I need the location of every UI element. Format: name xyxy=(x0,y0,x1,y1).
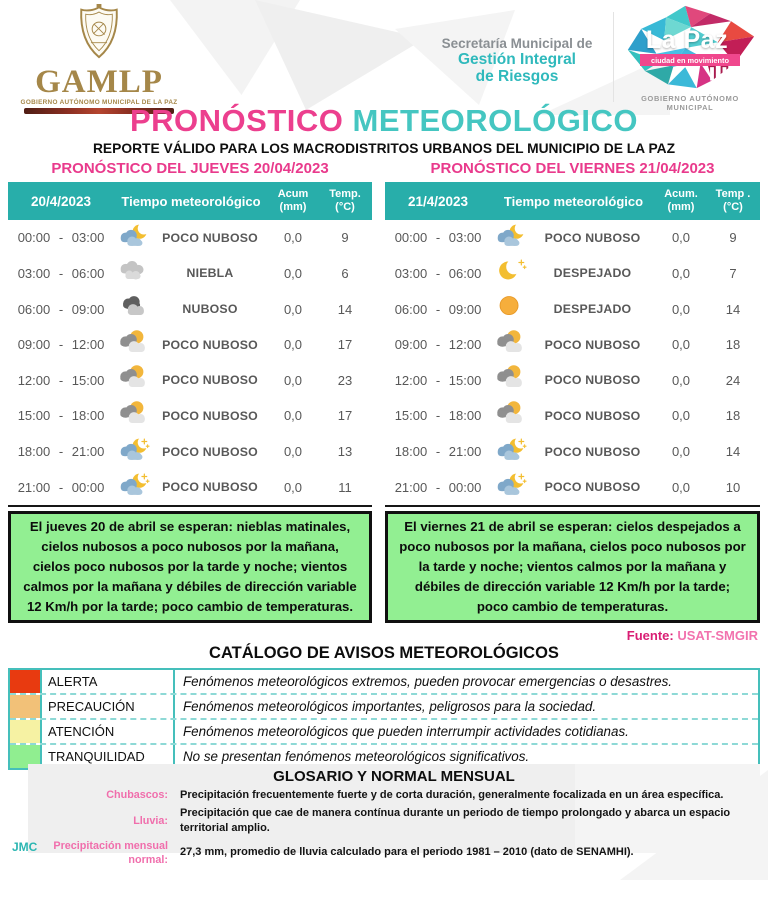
report-subtitle: REPORTE VÁLIDO PARA LOS MACRODISTRITOS URBANOS DEL MUNICIPIO DE LA PAZ xyxy=(92,141,676,156)
forecast-row xyxy=(8,434,372,470)
forecast-row xyxy=(385,363,760,399)
condition-label: POCO NUBOSO xyxy=(544,480,641,495)
sun-icon xyxy=(493,293,527,325)
column-weather: Tiempo meteorológico xyxy=(503,193,644,209)
forecast-row xyxy=(385,469,760,505)
glossary-title: GLOSARIO Y NORMAL MENSUAL xyxy=(273,768,515,785)
time-range: 18:00 - 21:00 xyxy=(17,444,105,460)
title-part-1: PRONÓSTICO xyxy=(129,103,344,138)
forecast-row xyxy=(8,220,372,256)
acum-value: 0,0 xyxy=(671,372,691,388)
glossary-definition: Precipitación que cae de manera contínua durante un periodo de tiempo prolongado y abarca un espacio territorial amplio. xyxy=(180,806,731,834)
forecast-table-header xyxy=(8,182,372,220)
secretaria-logo xyxy=(428,36,606,86)
forecast-row xyxy=(8,291,372,327)
lapaz-name: La Paz xyxy=(645,26,729,54)
catalog-title: CATÁLOGO DE AVISOS METEOROLÓGICOS xyxy=(209,644,559,662)
level-label: PRECAUCIÓN xyxy=(40,695,173,718)
acum-value: 0,0 xyxy=(671,337,691,353)
lapaz-logo xyxy=(618,4,762,112)
gamlp-acronym: GAMLP xyxy=(35,64,163,100)
condition-label: POCO NUBOSO xyxy=(162,444,258,459)
background-watermark xyxy=(255,0,425,110)
condition-label: NUBOSO xyxy=(182,302,238,317)
catalog-table xyxy=(8,668,760,770)
temp-value: 13 xyxy=(337,444,353,460)
cloud-moon-icon xyxy=(493,222,527,254)
source-value: USAT-SMGIR xyxy=(677,628,758,643)
clouds-icon xyxy=(116,293,150,325)
catalog-row xyxy=(10,718,758,743)
acum-value: 0,0 xyxy=(671,301,691,317)
acum-value: 0,0 xyxy=(671,408,691,424)
level-swatch xyxy=(10,670,40,693)
acum-value: 0,0 xyxy=(283,230,303,246)
secretaria-line1: Secretaría Municipal de xyxy=(441,36,593,51)
page-title xyxy=(0,103,768,139)
time-range: 03:00 - 06:00 xyxy=(394,265,482,281)
forecast-row xyxy=(385,327,760,363)
sun-cloud-icon xyxy=(493,329,527,361)
acum-value: 0,0 xyxy=(671,230,691,246)
condition-label: POCO NUBOSO xyxy=(162,408,258,423)
secretaria-line2: Gestión Integral xyxy=(458,51,576,69)
acum-value: 0,0 xyxy=(283,444,303,460)
title-part-2: METEOROLÓGICO xyxy=(352,103,639,138)
cloud-moon-stars-icon xyxy=(493,436,527,468)
acum-value: 0,0 xyxy=(283,265,303,281)
temp-value: 11 xyxy=(338,479,352,495)
level-description: Fenómenos meteorológicos extremos, pueden provocar emergencias o desastres. xyxy=(173,670,758,693)
time-range: 15:00 - 18:00 xyxy=(394,408,482,424)
acum-value: 0,0 xyxy=(671,444,691,460)
forecast-table-thursday xyxy=(8,182,372,507)
column-date: 21/4/2023 xyxy=(407,193,469,209)
lapaz-caption: GOBIERNO AUTÓNOMO MUNICIPAL xyxy=(641,94,739,112)
condition-label: POCO NUBOSO xyxy=(162,230,258,245)
temp-value: 14 xyxy=(337,301,353,317)
glossary-panel xyxy=(28,764,760,866)
cloud-moon-stars-icon xyxy=(116,471,150,503)
condition-label: POCO NUBOSO xyxy=(162,480,258,495)
gamlp-logo xyxy=(14,4,184,114)
source-label: Fuente: xyxy=(626,628,674,643)
summary-box-friday: El viernes 21 de abril se esperan: cielos despejados a poco nubosos por la mañana, cielos poco nubosos por la tarde y noche; vientos calmos por la mañana y débiles de dirección variable 12 Km/h por la tarde; poco cambio de temperaturas. xyxy=(385,511,760,623)
time-range: 06:00 - 09:00 xyxy=(394,301,482,317)
catalog-row xyxy=(10,693,758,718)
condition-label: NIEBLA xyxy=(186,266,234,281)
temp-value: 10 xyxy=(725,479,741,495)
secretaria-line3: de Riesgos xyxy=(475,68,559,86)
temp-value: 9 xyxy=(341,230,349,246)
acum-value: 0,0 xyxy=(283,372,303,388)
temp-value: 9 xyxy=(729,230,737,246)
temp-value: 24 xyxy=(725,372,741,388)
forecast-row xyxy=(385,434,760,470)
forecast-row xyxy=(385,220,760,256)
temp-value: 23 xyxy=(337,372,353,388)
condition-label: POCO NUBOSO xyxy=(544,408,641,423)
level-label: TRANQUILIDAD xyxy=(40,745,173,768)
temp-value: 14 xyxy=(725,444,741,460)
time-range: 12:00 - 15:00 xyxy=(17,372,105,388)
glossary-term: Lluvia: xyxy=(133,814,168,827)
column-weather: Tiempo meteorológico xyxy=(121,193,261,209)
time-range: 03:00 - 06:00 xyxy=(17,265,105,281)
summary-box-thursday: El jueves 20 de abril se esperan: nieblas matinales, cielos nubosos a poco nubosos por la mañana, cielos poco nubosos por la tarde y noche; vientos calmos por la mañana y débiles de dirección variable 12 Km/h por la tarde; poco cambio de temperaturas. xyxy=(8,511,372,623)
fog-icon xyxy=(116,257,150,289)
forecast-row xyxy=(385,398,760,434)
forecast-table-friday xyxy=(385,182,760,507)
condition-label: POCO NUBOSO xyxy=(162,373,258,388)
time-range: 15:00 - 18:00 xyxy=(17,408,105,424)
condition-label: POCO NUBOSO xyxy=(544,230,641,245)
level-description: Fenómenos meteorológicos que pueden interrumpir actividades cotidianas. xyxy=(173,720,758,743)
acum-value: 0,0 xyxy=(283,301,303,317)
temp-value: 17 xyxy=(337,337,353,353)
time-range: 21:00 - 00:00 xyxy=(17,479,105,495)
column-temp: Temp . (°C) xyxy=(715,188,751,213)
time-range: 09:00 - 12:00 xyxy=(394,337,482,353)
source-note xyxy=(627,628,758,643)
forecast-row xyxy=(8,398,372,434)
temp-value: 6 xyxy=(341,265,349,281)
sun-cloud-icon xyxy=(116,329,150,361)
forecast-row xyxy=(385,256,760,292)
forecast-row xyxy=(8,469,372,505)
temp-value: 18 xyxy=(725,408,741,424)
level-description: Fenómenos meteorológicos importantes, peligrosos para la sociedad. xyxy=(173,695,758,718)
time-range: 00:00 - 03:00 xyxy=(394,230,482,246)
glossary-term: Chubascos: xyxy=(106,789,168,802)
time-range: 21:00 - 00:00 xyxy=(394,479,482,495)
glossary-term: Precipitación mensual normal: xyxy=(53,839,168,866)
cloud-moon-stars-icon xyxy=(493,471,527,503)
glossary-definition: 27,3 mm, promedio de lluvia calculado para el periodo 1981 – 2010 (dato de SENAMHI). xyxy=(180,846,634,859)
condition-label: POCO NUBOSO xyxy=(162,337,258,352)
acum-value: 0,0 xyxy=(283,479,303,495)
forecast-table-header xyxy=(385,182,760,220)
cloud-moon-icon xyxy=(116,222,150,254)
temp-value: 18 xyxy=(725,337,741,353)
lapaz-tagline: ciudad en movimiento xyxy=(640,54,740,66)
acum-value: 0,0 xyxy=(283,408,303,424)
time-range: 18:00 - 21:00 xyxy=(394,444,482,460)
lapaz-polygon-icon xyxy=(618,79,762,96)
glossary-definition: Precipitación frecuentemente fuerte y de corta duración, generalmente focalizada en un área específica. xyxy=(180,789,724,801)
condition-label: POCO NUBOSO xyxy=(544,337,641,352)
condition-label: DESPEJADO xyxy=(553,266,632,281)
level-swatch xyxy=(10,720,40,743)
forecast-row xyxy=(8,327,372,363)
time-range: 06:00 - 09:00 xyxy=(17,301,105,317)
acum-value: 0,0 xyxy=(671,479,691,495)
acum-value: 0,0 xyxy=(671,265,691,281)
time-range: 00:00 - 03:00 xyxy=(17,230,105,246)
forecast-heading-friday: PRONÓSTICO DEL VIERNES 21/04/2023 xyxy=(430,160,715,177)
condition-label: POCO NUBOSO xyxy=(544,444,641,459)
sun-cloud-icon xyxy=(493,400,527,432)
time-range: 09:00 - 12:00 xyxy=(17,337,105,353)
forecast-heading-thursday: PRONÓSTICO DEL JUEVES 20/04/2023 xyxy=(51,160,329,177)
column-temp: Temp. (°C) xyxy=(329,188,361,213)
time-range: 12:00 - 15:00 xyxy=(394,372,482,388)
condition-label: DESPEJADO xyxy=(553,302,632,317)
sun-cloud-icon xyxy=(116,364,150,396)
column-acum: Acum (mm) xyxy=(277,188,309,213)
forecast-row xyxy=(8,363,372,399)
column-acum: Acum. (mm) xyxy=(664,188,698,213)
column-date: 20/4/2023 xyxy=(30,193,92,209)
temp-value: 17 xyxy=(337,408,353,424)
temp-value: 14 xyxy=(725,301,741,317)
temp-value: 7 xyxy=(729,265,737,281)
cloud-moon-stars-icon xyxy=(116,436,150,468)
forecast-row xyxy=(385,291,760,327)
forecast-row xyxy=(8,256,372,292)
footer-initials: JMC xyxy=(12,840,38,854)
level-description: No se presentan fenómenos meteorológicos significativos. xyxy=(173,745,758,768)
acum-value: 0,0 xyxy=(283,337,303,353)
sun-cloud-icon xyxy=(493,364,527,396)
header-divider xyxy=(613,12,614,102)
level-swatch xyxy=(10,695,40,718)
condition-label: POCO NUBOSO xyxy=(544,373,641,388)
catalog-row xyxy=(10,670,758,693)
sun-cloud-icon xyxy=(116,400,150,432)
moon-icon xyxy=(493,257,527,289)
level-label: ATENCIÓN xyxy=(40,720,173,743)
level-label: ALERTA xyxy=(40,670,173,693)
gamlp-caption: GOBIERNO AUTÓNOMO MUNICIPAL DE LA PAZ xyxy=(20,99,178,107)
